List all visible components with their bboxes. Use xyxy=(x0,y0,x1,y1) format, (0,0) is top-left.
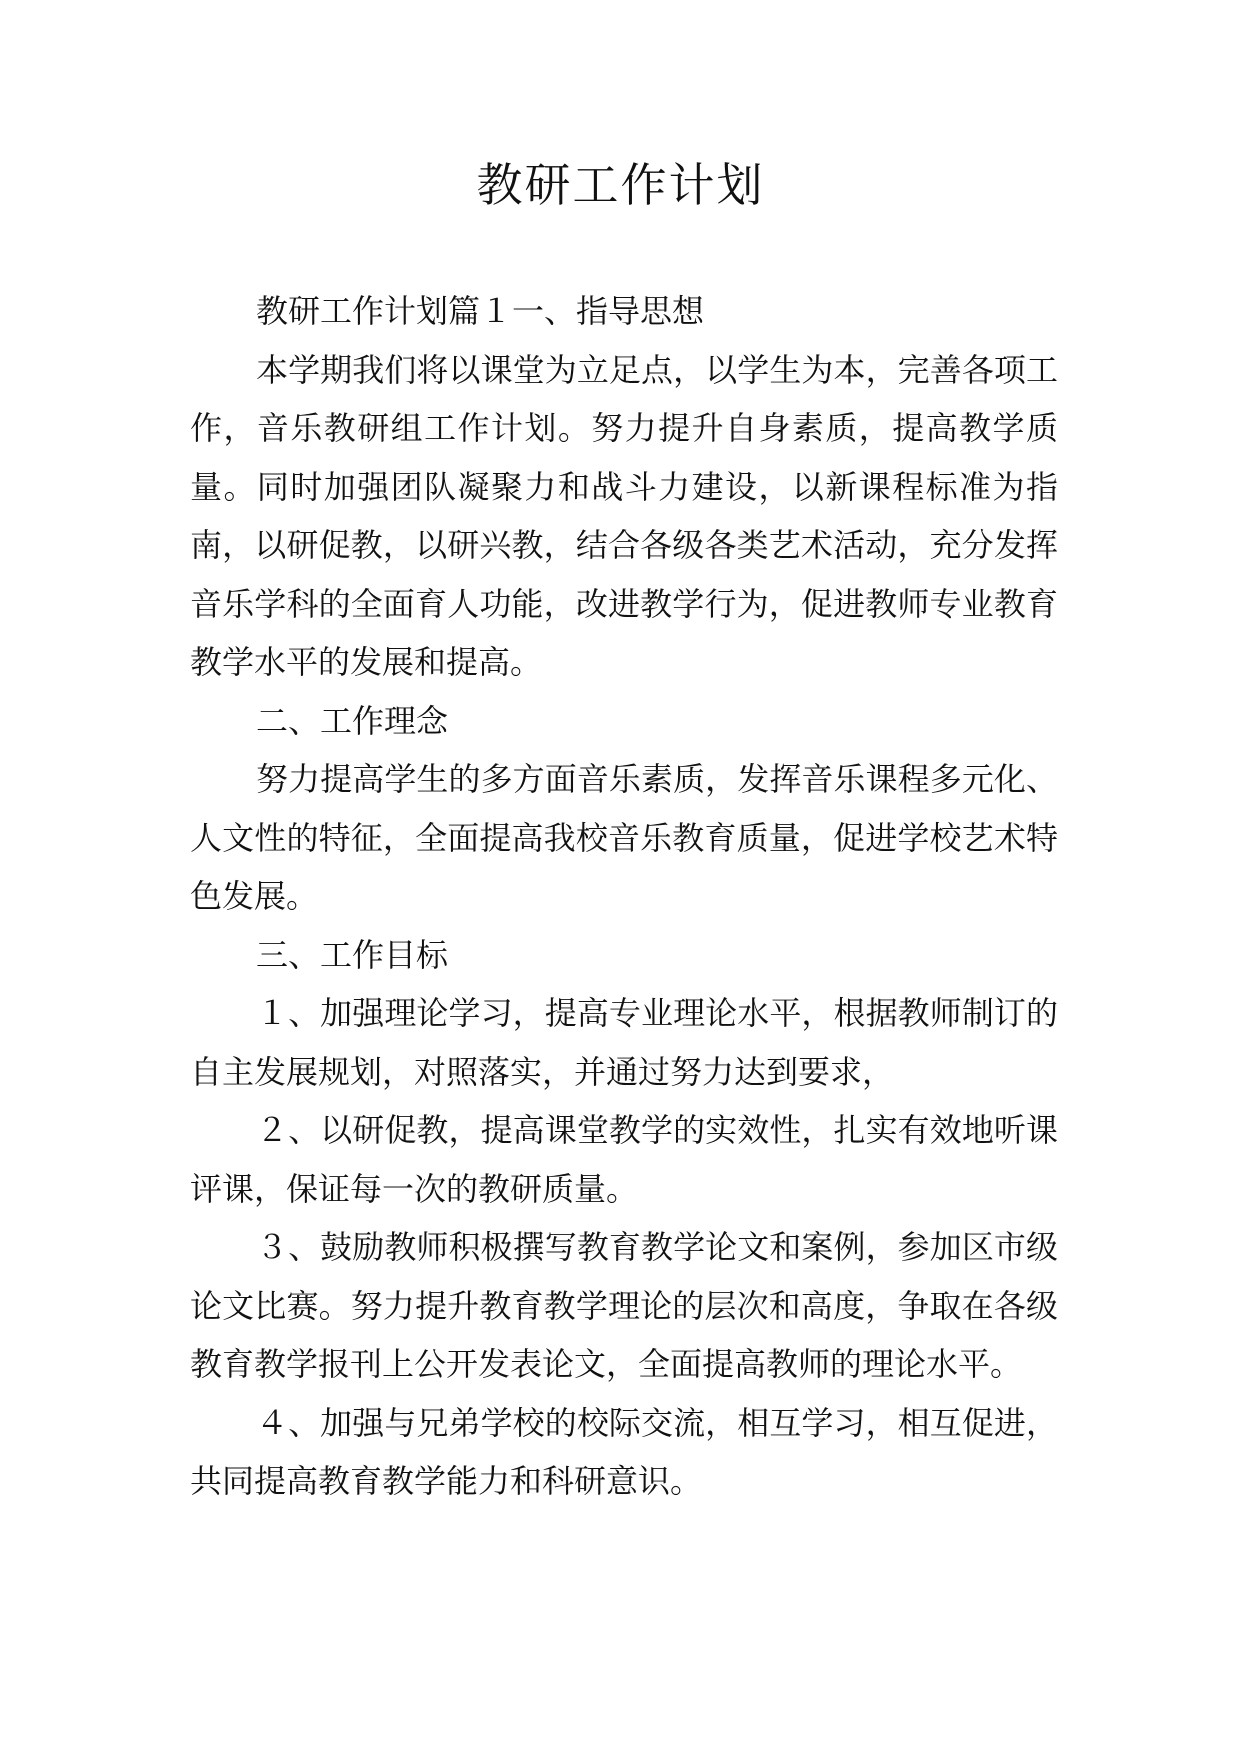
paragraph-goal-3: ３、鼓励教师积极撰写教育教学论文和案例，参加区市级论文比赛。努力提升教育教学理论的层次和高度，争取在各级教育教学报刊上公开发表论文，全面提高教师的理论水平。 xyxy=(190,1228,1058,1383)
paragraph-guiding-thought: 本学期我们将以课堂为立足点，以学生为本，完善各项工作，音乐教研组工作计划。努力提升自身素质，提高教学质量。同时加强团队凝聚力和战斗力建设，以新课程标准为指南，以研促教，以研兴教，结合各级各类艺术活动，充分发挥音乐学科的全面育人功能，改进教学行为，促进教师专业教育教学水平的发展和提高。 xyxy=(190,350,1058,681)
paragraph-goal-2: ２、以研促教，提高课堂教学的实效性，扎实有效地听课评课，保证每一次的教研质量。 xyxy=(190,1111,1058,1208)
paragraph-goal-4: ４、加强与兄弟学校的校际交流，相互学习，相互促进，共同提高教育教学能力和科研意识。 xyxy=(190,1403,1058,1500)
paragraph-heading-work-goals: 三、工作目标 xyxy=(256,935,449,974)
paragraph-heading-guiding-thought: 教研工作计划篇１一、指导思想 xyxy=(256,292,705,330)
paragraph-heading-work-concept: 二、工作理念 xyxy=(256,701,449,740)
document-title: 教研工作计划 xyxy=(476,158,765,212)
paragraph-goal-1: １、加强理论学习，提高专业理论水平，根据教师制订的自主发展规划，对照落实，并通过努力达到要求， xyxy=(190,994,1058,1091)
paragraph-work-concept: 努力提高学生的多方面音乐素质，发挥音乐课程多元化、人文性的特征，全面提高我校音乐教育质量，促进学校艺术特色发展。 xyxy=(190,760,1058,915)
document-body xyxy=(190,282,1058,1511)
